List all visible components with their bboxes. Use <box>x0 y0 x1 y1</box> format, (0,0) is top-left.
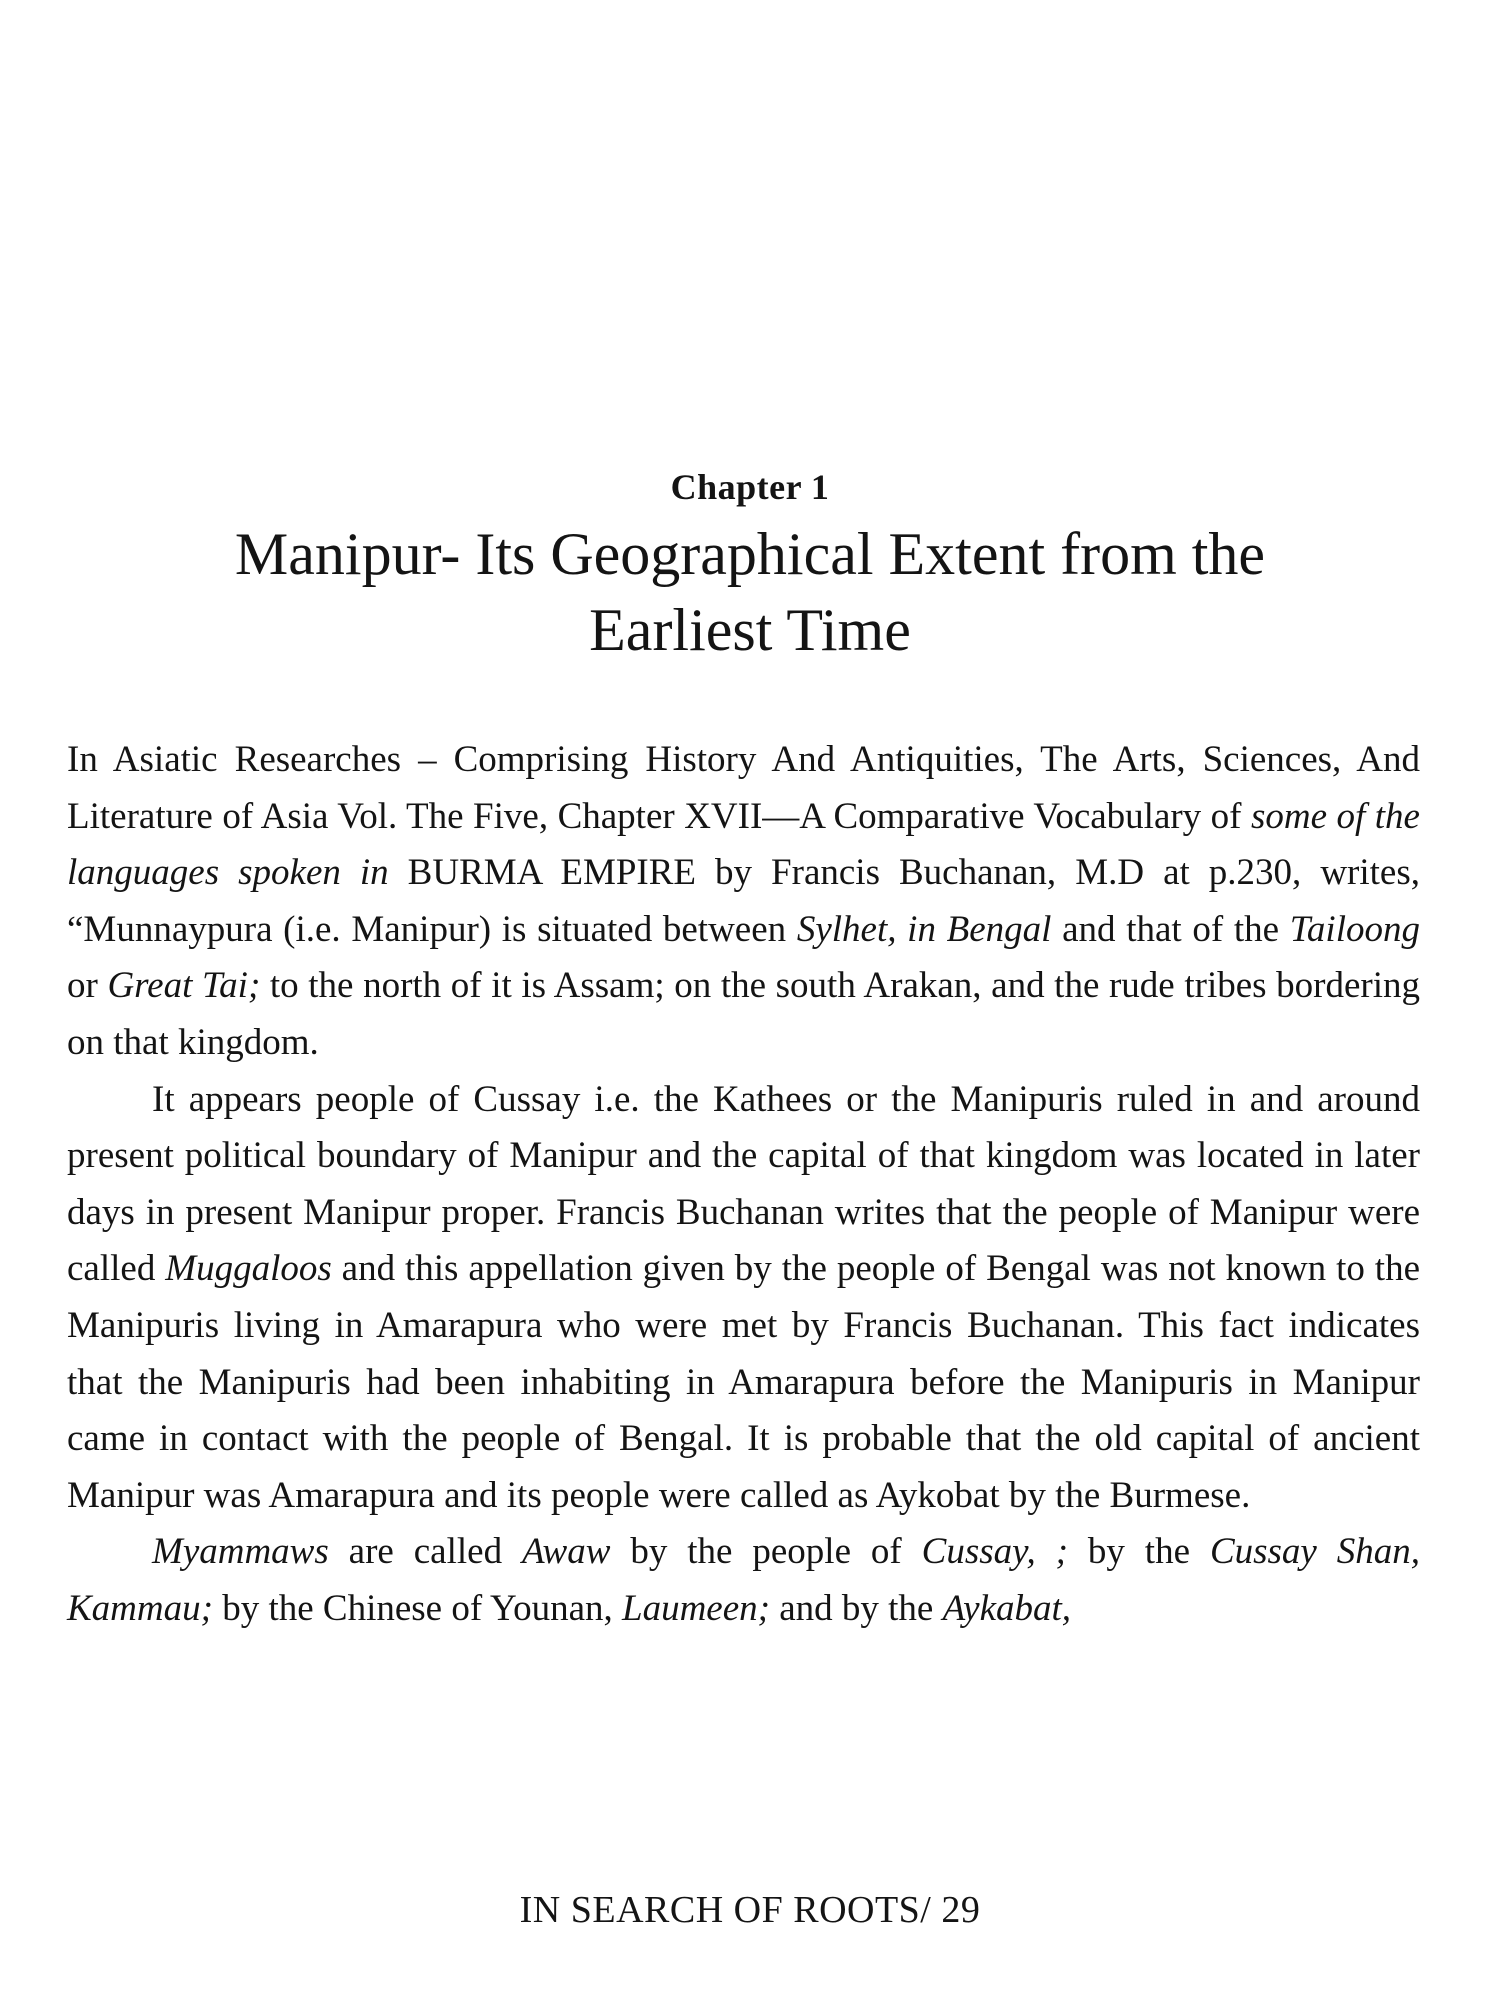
paragraph-1-text-2: BURMA EMPIRE by Francis Buchanan, M.D at p.230, writes, “Munnaypura (i.e. Manipur) is situated between <box>67 852 1420 950</box>
chapter-title-line-2: Earliest Time <box>589 597 911 663</box>
paragraph-1 <box>67 732 1420 1072</box>
chapter-label: Chapter 1 <box>670 467 830 507</box>
paragraph-1-text-4: or <box>67 965 108 1007</box>
paragraph-3-text-1: are called <box>328 1531 522 1573</box>
running-footer: IN SEARCH OF ROOTS/ 29 <box>519 1889 981 1931</box>
body-text <box>67 732 1420 1638</box>
paragraph-1-text-3: and that of the <box>1051 908 1290 950</box>
paragraph-3-italic-4: Cussay Shan, Kammau; <box>67 1531 1420 1629</box>
paragraph-3-italic-6: Aykabat, <box>942 1587 1072 1629</box>
paragraph-1-text-1: In Asiatic Researches – Comprising History And Antiquities, The Arts, Sciences, And Literature of Asia Vol. The Five, Chapter XVII—A Comparative Vocabulary of <box>67 739 1420 837</box>
paragraph-2-text-1: It appears people of Cussay i.e. the Kathees or the Manipuris ruled in and around present political boundary of Manipur and the capital of that kingdom was located in later days in present Manipur proper. Francis Buchanan writes that the people of Manipur were called <box>67 1078 1420 1290</box>
paragraph-1-italic-2: Sylhet, in Bengal <box>796 908 1052 950</box>
paragraph-1-italic-3: Tailoong <box>1289 908 1420 950</box>
paragraph-3-text-3: by the <box>1067 1531 1210 1573</box>
paragraph-3-italic-5: Laumeen; <box>622 1587 770 1629</box>
chapter-title <box>100 516 1400 668</box>
paragraph-2-text-2: and this appellation given by the people of Bengal was not known to the Manipuris living in Amarapura who were met by Francis Buchanan. This fact indicates that the Manipuris had been inhabiting in Amarapura before the Manipuris in Manipur came in contact with the people of Bengal. It is probable that the old capital of ancient Manipur was Amarapura and its people were called as Aykobat by the Burmese. <box>67 1248 1420 1516</box>
paragraph-3-text-2: by the people of <box>610 1531 922 1573</box>
paragraph-2 <box>67 1072 1420 1525</box>
paragraph-1-italic-4: Great Tai; <box>107 965 261 1007</box>
paragraph-1-italic-1: some of the languages spoken in <box>67 795 1420 894</box>
paragraph-3 <box>67 1524 1420 1637</box>
paragraph-3-text-5: and by the <box>769 1587 943 1629</box>
paragraph-3-text-4: by the Chinese of Younan, <box>212 1587 622 1629</box>
chapter-title-line-1: Manipur- Its Geographical Extent from the <box>234 521 1266 587</box>
paragraph-3-italic-3: Cussay, ; <box>921 1531 1068 1573</box>
paragraph-2-italic-1: Muggaloos <box>165 1248 332 1290</box>
paragraph-1-text-5: to the north of it is Assam; on the south Arakan, and the rude tribes bordering on that kingdom. <box>67 965 1420 1063</box>
paragraph-3-italic-2: Awaw <box>522 1531 611 1573</box>
paragraph-3-italic-1: Myammaws <box>152 1531 329 1573</box>
